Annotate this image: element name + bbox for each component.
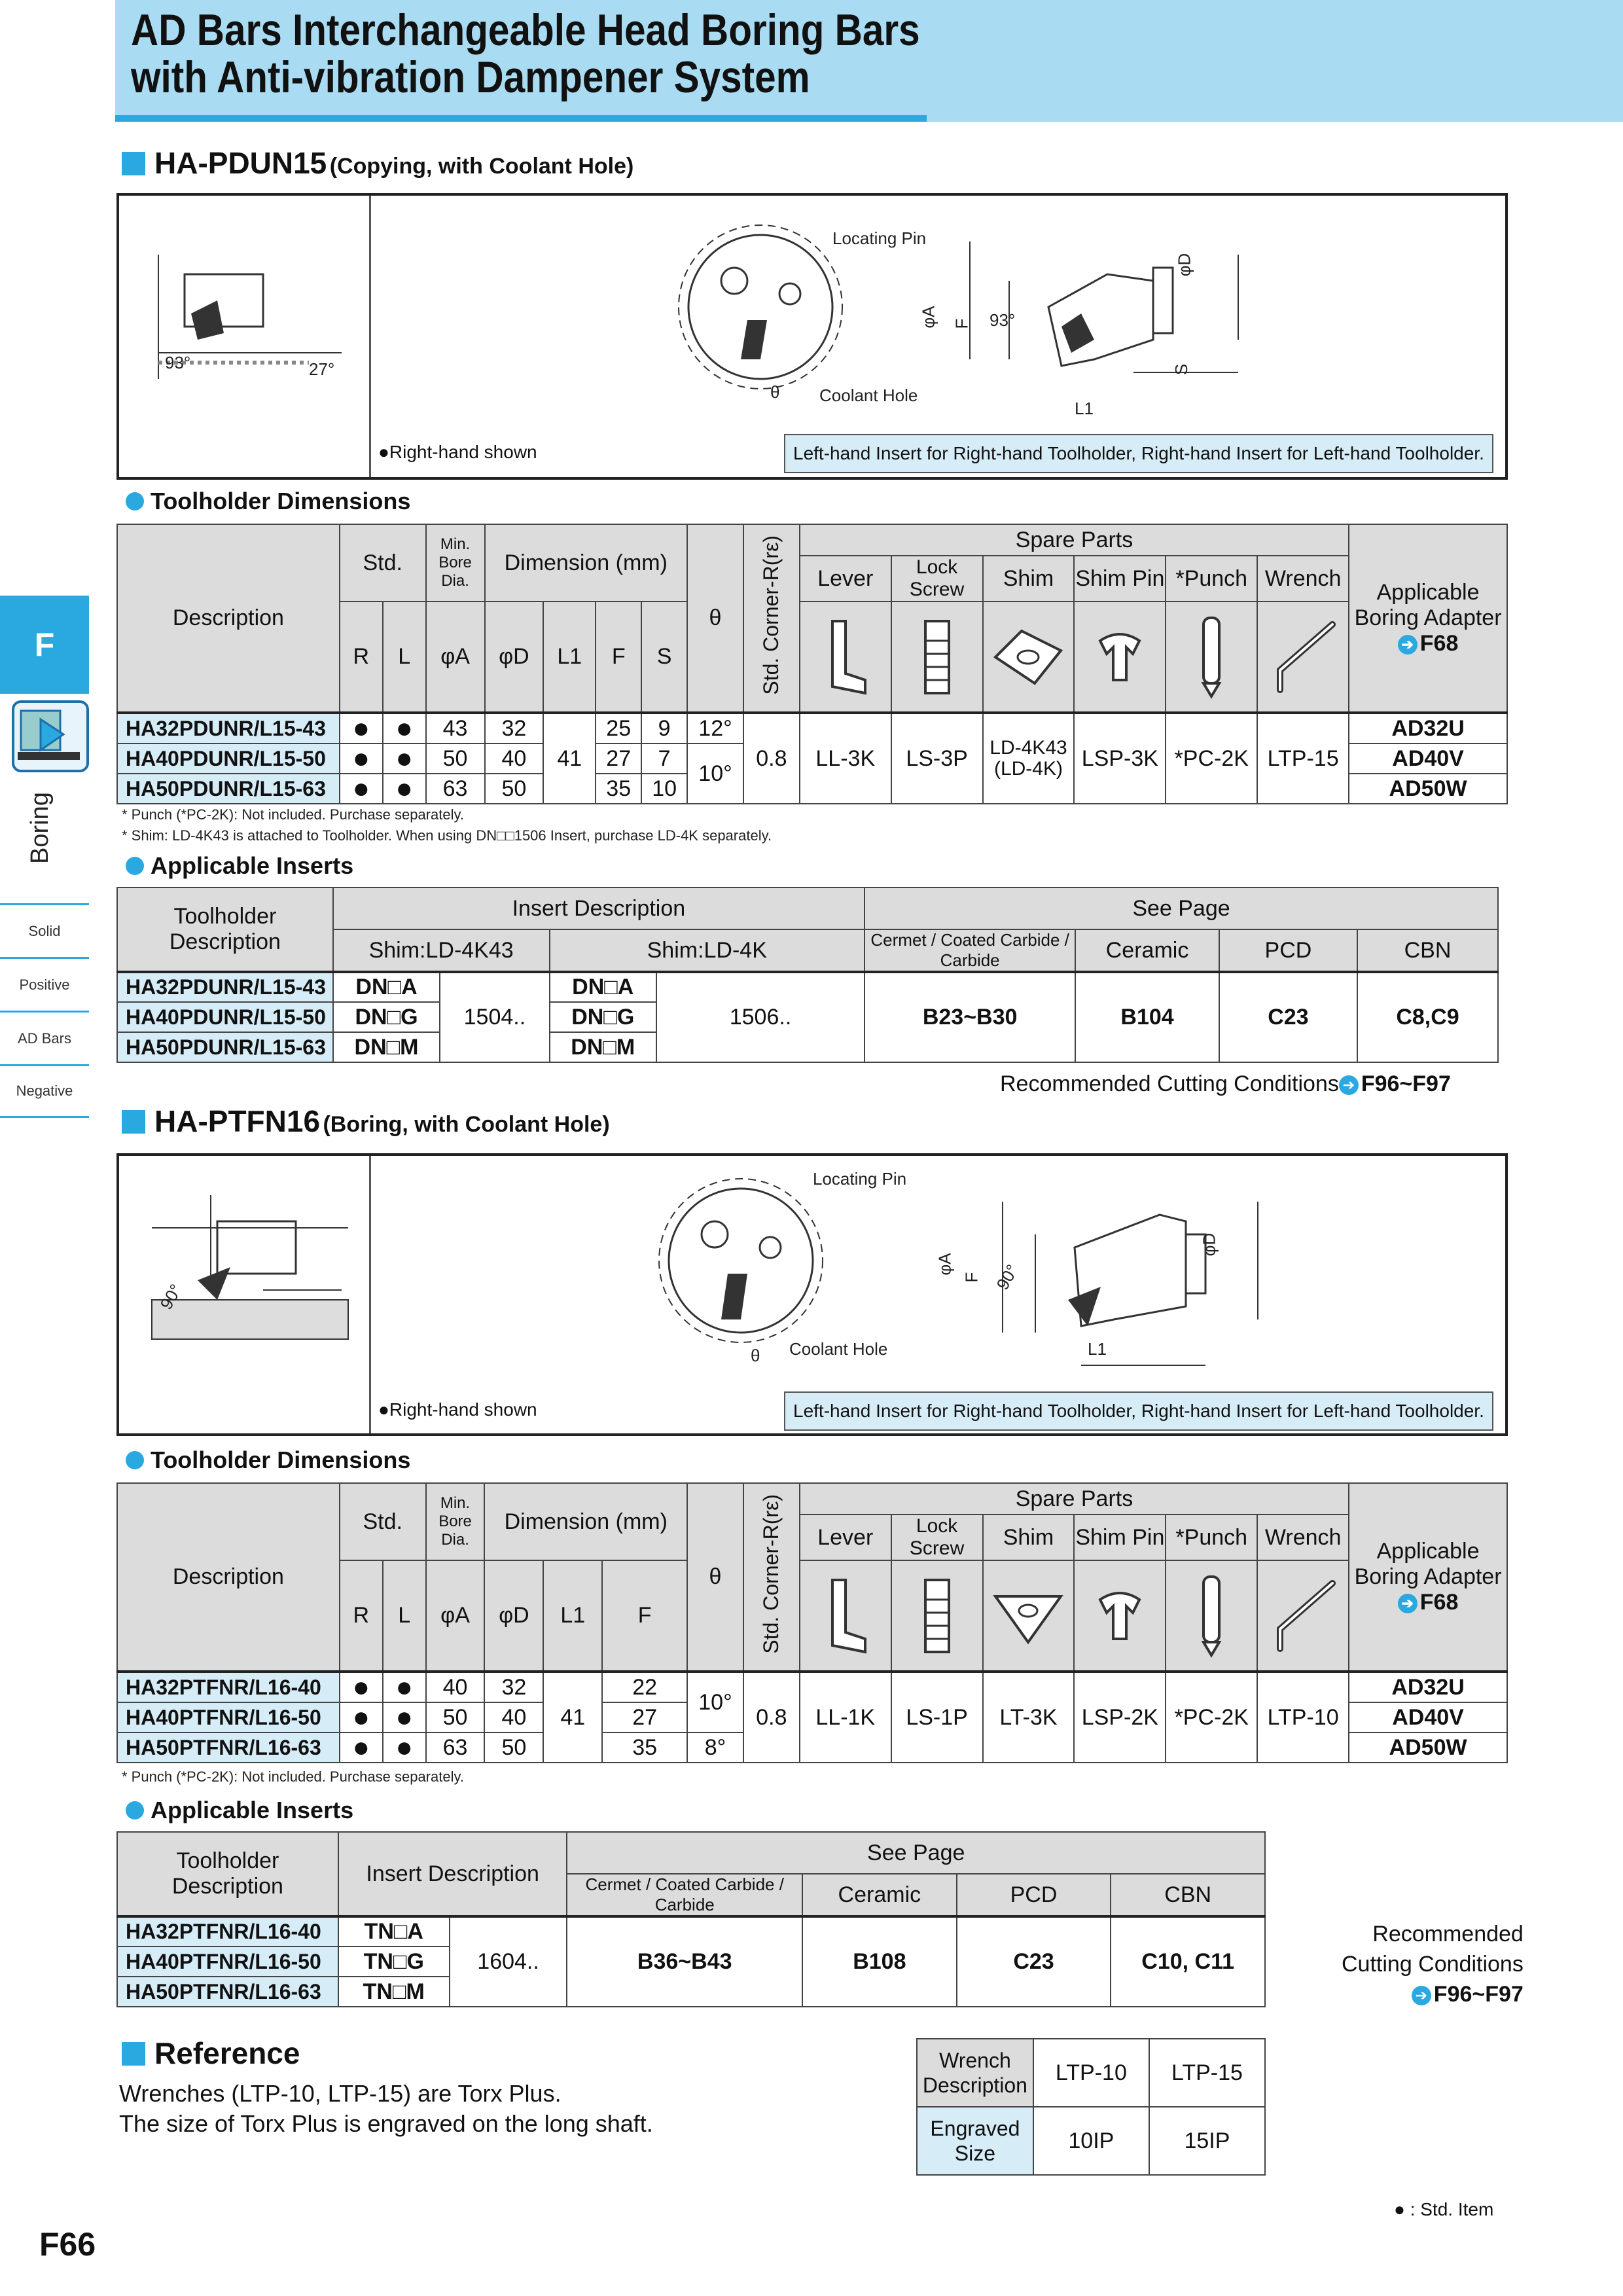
table-row: HA50PDUNR/L15-63 [117,1032,333,1062]
recommended-cutting-conditions-link[interactable]: Recommended Cutting Conditions ➔ F96~F97 [1342,1922,1524,2007]
lever-icon [800,1560,891,1672]
sidebar-category: Boring [26,792,54,864]
sidebar-item-ad-bars[interactable]: AD Bars [0,1011,89,1064]
table-row: HA32PDUNR/L15-43 [117,972,333,1002]
left-hand-insert-note: Left-hand Insert for Right-hand Toolholder, Right-hand Insert for Left-hand Toolholder. [784,1391,1493,1431]
lock-screw-icon [891,1560,983,1672]
table-row: HA32PDUNR/L15-43 [117,713,340,744]
section-title-ptfn16: HA-PTFN16 (Boring, with Coolant Hole) [122,1103,610,1139]
std-item-legend: ● : Std. Item [1394,2199,1494,2219]
wrench-icon [1257,601,1349,713]
table-row: HA50PTFNR/L16-63 [117,1732,340,1763]
lock-screw-icon [891,601,983,713]
drawing-box-ptfn16: 90° Locating Pin Coolant Hole θ φA F 90° φD L1 ●Right-hand shown Left-hand Insert for Right-hand Toolholder, Right-hand Insert for Left-hand Toolholder. [116,1153,1508,1436]
section-square-icon [122,152,145,175]
applicable-inserts-table-pdun15: Toolholder Description Insert Description See Page Shim:LD-4K43 Shim:LD-4K Cermet / Coated Carbide / Carbide Ceramic PCD CBN HA32PDUNR/L15-43 DN□A 1504.. DN□A 1506.. B23~B30 B104 C23 C8,C9 HA40PDUNR/L15-50 DN□G DN□G HA50PDUNR/L15-63 DN□M DN□M [116,887,1499,1063]
table-row: HA40PTFNR/L16-50 [117,1702,340,1732]
shim-pin-icon [1074,1560,1166,1672]
arrow-right-icon: ➔ [1339,1075,1359,1095]
punch-icon [1166,601,1257,713]
punch-icon [1166,1560,1257,1672]
table-row: HA40PDUNR/L15-50 [117,744,340,774]
left-hand-insert-note: Left-hand Insert for Right-hand Toolholder, Right-hand Insert for Left-hand Toolholder. [784,434,1493,473]
shim-icon [983,1560,1075,1672]
drawing-box-pdun15: 93° 27° Locating Pin Coolant Hole θ φA F 93° φD S L1 ●Right-hand shown Left-hand Insert for Right-hand Toolholder, Right-hand Insert for Left-hand Toolholder. [116,193,1508,480]
section-sub-toolholder-dimensions: Toolholder Dimensions [126,488,410,515]
shim-pin-icon [1074,601,1166,713]
section-sub-applicable-inserts: Applicable Inserts [126,1797,353,1824]
th-adapter: Applicable Boring Adapter ➔ F68 [1349,524,1507,713]
section-title-reference: Reference [122,2036,300,2071]
sidebar-item-solid[interactable]: Solid [0,903,89,957]
boring-tool-icon [12,700,89,772]
sidebar-letter-tab[interactable]: F [0,596,89,694]
toolholder-dimensions-table-ptfn16: Description Std. Min. Bore Dia. Dimension (mm) θ Std. Corner-R(rε) Spare Parts Applicable Boring Adapter ➔ F68 Lever Lock Screw Shim Shim Pin *Punch Wrench R L φA φD L1 F HA32PTFNR/L16-40 ● ● 40 32 41 22 10° 0.8 LL-1K LS-1P LT-3K LSP-2K *PC-2K LTP-10 AD32U HA40PTFNR/L16-50 ● ● 50 40 27 AD40V HA50PTFNR/L16-63 ● ● 63 50 35 8° AD50W [116,1482,1508,1763]
sidebar-item-positive[interactable]: Positive [0,957,89,1011]
applicable-inserts-table-ptfn16: Toolholder Description Insert Description See Page Cermet / Coated Carbide / Carbide Ceramic PCD CBN HA32PTFNR/L16-40 TN□A 1604.. B36~B43 B108 C23 C10, C11 HA40PTFNR/L16-50 TN□G HA50PTFNR/L16-63 TN□M [116,1831,1266,2007]
page-title: AD Bars Interchangeable Head Boring Bars with Anti-vibration Dampener System [131,5,920,102]
boring-diagram-icon [132,1189,361,1346]
section-title-pdun15: HA-PDUN15 (Copying, with Coolant Hole) [122,145,633,181]
arrow-right-icon: ➔ [1398,1594,1418,1613]
section-sub-toolholder-dimensions: Toolholder Dimensions [126,1446,410,1474]
head-side-view-icon [937,228,1277,425]
wrench-icon [1257,1560,1349,1672]
section-square-icon [122,2042,145,2066]
sidebar-item-negative[interactable]: Negative [0,1064,89,1118]
section-square-icon [122,1110,145,1134]
table-row: HA40PTFNR/L16-50 [117,1946,338,1977]
table-row: HA32PTFNR/L16-40 [117,1916,338,1946]
page-number: F66 [39,2226,96,2263]
reference-wrench-table: Wrench Description LTP-10 LTP-15 Engraved Size 10IP 15IP [916,2038,1266,2176]
toolholder-dimensions-table-pdun15: Description Std. Min. Bore Dia. Dimension (mm) θ Std. Corner-R(rε) Spare Parts Applicable Boring Adapter ➔ F68 Lever Lock Screw Shim Shim Pin *Punch Wrench R L φA φD L1 F S HA32PDUNR/L15-43 ● ● 43 32 41 25 9 12° 0.8 LL-3K LS-3P LD-4K43 (LD-4K) LSP-3K *PC-2K LTP-15 AD32U HA40PDUNR/L15-50 ● ● 50 40 27 7 10° AD40V HA50PDUNR/L15-63 ● ● 63 50 35 10 AD50W [116,524,1508,804]
table-row: HA50PTFNR/L16-63 [117,1977,338,2007]
lever-icon [800,601,891,713]
arrow-right-icon: ➔ [1412,1986,1431,2005]
shim-icon [983,601,1075,713]
table-row: HA32PTFNR/L16-40 [117,1672,340,1702]
th-description: Description [117,524,340,713]
head-front-view-icon [675,222,846,412]
table-row: HA40PDUNR/L15-50 [117,1002,333,1032]
sidebar-nav [0,903,89,1118]
table-row: HA50PDUNR/L15-63 [117,774,340,804]
arrow-right-icon: ➔ [1398,635,1418,655]
recommended-cutting-conditions-link[interactable]: Recommended Cutting Conditions ➔ F96~F97 [1000,1071,1451,1096]
section-sub-applicable-inserts: Applicable Inserts [126,852,353,880]
